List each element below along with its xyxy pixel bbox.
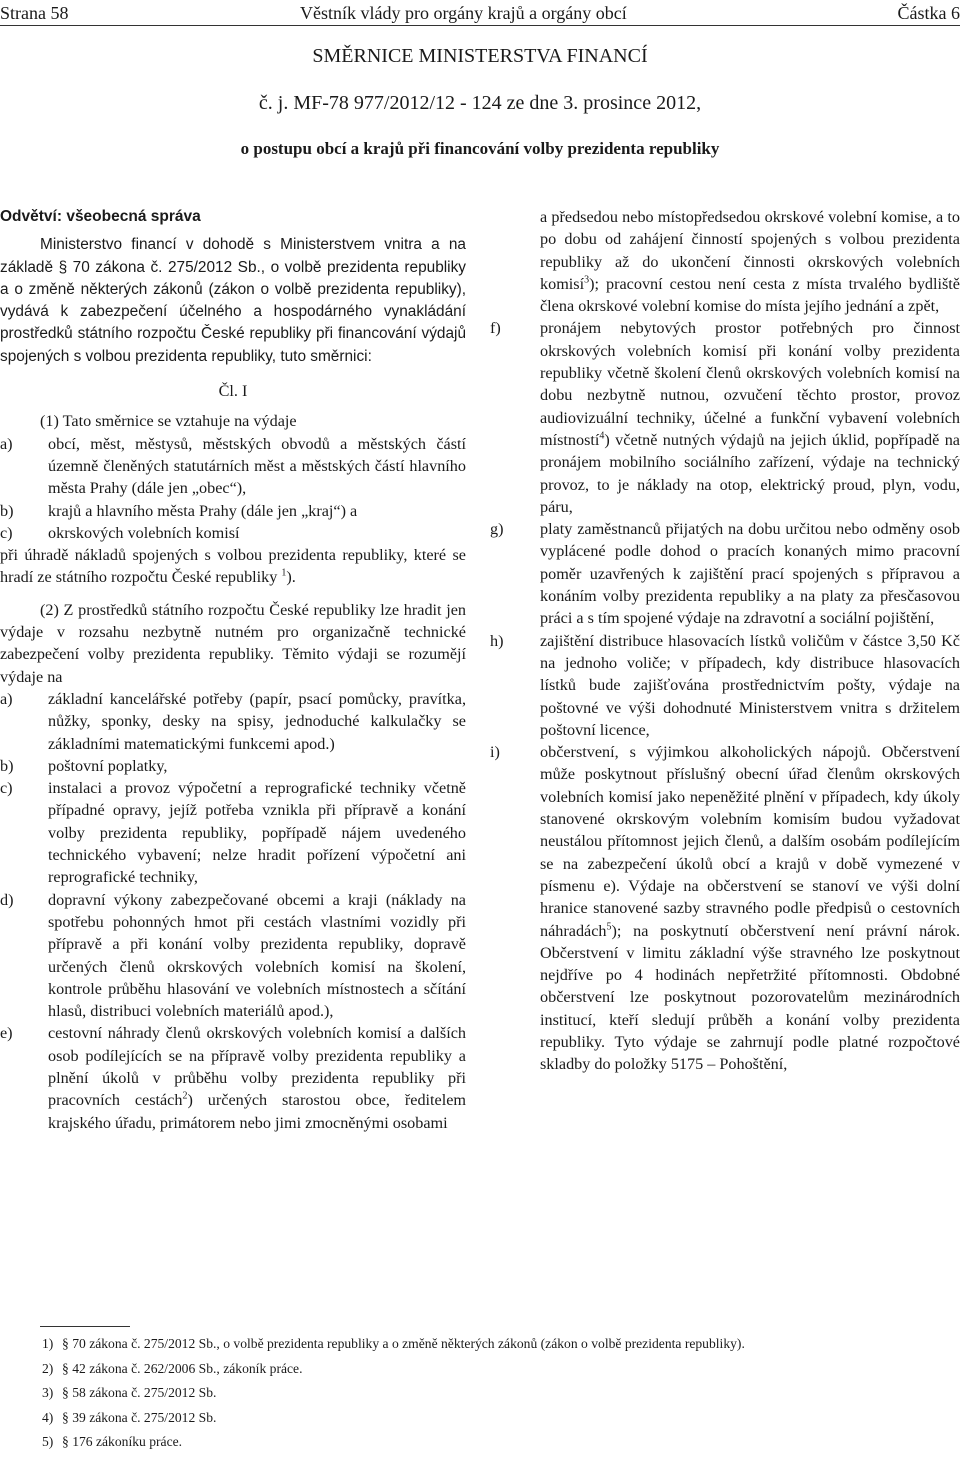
list-item-text-end: ); na poskytnutí občerstvení není právní nárok. Občerstvení v limitu základní výše stravného lze poskytnout nejdříve po 4 hodinách nepřetržité přítomnosti. Obdobné občerstvení lze poskytnout pozorovatelům mezinárodních institucí, kteří sledují průběh a konání volby prezidenta republiky. Tyto výdaje se zahrnují podle platné rozpočtové skladby do položky 5175 – Pohoštění,: [540, 922, 960, 1074]
journal-title: Věstník vlády pro orgány krajů a orgány obcí: [300, 3, 627, 24]
list-item-label: e): [0, 1022, 13, 1044]
list-item-text: zajištění distribuce hlasovacích lístků voličům v částce 3,50 Kč na jednoho voliče; v případech, kdy distribuce hlasovacích lístků bude zajišťována prostřednictvím pošty, výdaje na poštovné ve výši dohodnuté Ministerstvem vnitra s držitelem poštovní licence,: [540, 632, 960, 739]
footnote: [0, 1434, 960, 1459]
list-item-text: obcí, měst, městysů, městských obvodů a městských částí územně členěných statutárních měst a městských částí hlavního města Prahy (dále jen „obec“),: [48, 435, 466, 498]
footnote: [0, 1361, 960, 1386]
paragraph-1-tail-text: při úhradě nákladů spojených s volbou prezidenta republiky, které se hradí ze státního rozpočtu České republiky: [0, 546, 466, 586]
paragraph-1-tail: [0, 544, 466, 589]
list-item-label: g): [490, 518, 503, 540]
list-item-label: h): [490, 630, 503, 652]
list-item-label: b): [0, 755, 13, 777]
footnote-number: 4): [42, 1410, 53, 1426]
list-item-continuation: [490, 206, 960, 317]
footnote-divider: [40, 1326, 130, 1327]
footnote-text: § 70 zákona č. 275/2012 Sb., o volbě prezidenta republiky a o změně některých zákonů (zákon o volbě prezidenta republiky).: [62, 1336, 745, 1352]
list-item-label: a): [0, 688, 13, 710]
list-item-text-end: ) určených starostou obce, ředitelem krajského úřadu, primátorem nebo jimi zmocněnými osobami: [48, 1091, 466, 1131]
list-item-text: občerstvení, s výjimkou alkoholických nápojů. Občerstvení může poskytnout příslušný obecní úřad členům okrskových volebních komisí jako nepeněžité plnění v případech, kdy úkoly stanovené okrskovým volebním komisím budou vyžadovat neustálou přítomnost jejich členů, a dalším osobám podílejícím se na zabezpečení úkolů obcí a krajů v době vymezené v písmenu e). Výdaje na občerstvení se stanoví ve výši dolní hranice stanovené sazby stravného podle předpisů o cestovních náhradách: [540, 743, 960, 939]
footnote-ref: 2: [182, 1091, 187, 1102]
page-header: [0, 0, 960, 26]
list-item-text: krajů a hlavního města Prahy (dále jen „kraj“) a: [48, 502, 357, 520]
list-item-label: b): [0, 500, 13, 522]
footnote-ref: 4: [599, 431, 604, 442]
list-item: [0, 777, 466, 888]
footnote-number: 1): [42, 1336, 53, 1352]
footnote: [0, 1336, 960, 1361]
list-item-text: dopravní výkony zabezpečované obcemi a kraji (náklady na spotřebu pohonných hmot při cestách vlastními vozidly při přípravě a při konání volby prezidenta republiky, dopravě určených členů okrskových volebních komisí na školení, kontrole průběhu hlasování ve volebních místnostech a sčítání hlasů, distribuci volebních materiálů apod.),: [48, 891, 466, 1020]
footnote-text: § 58 zákona č. 275/2012 Sb.: [62, 1385, 216, 1401]
list-item: [0, 1022, 466, 1133]
document-reference: č. j. MF-78 977/2012/12 - 124 ze dne 3. prosince 2012,: [0, 92, 960, 115]
list-item: [0, 500, 466, 522]
footnote-text: § 176 zákoníku práce.: [62, 1434, 182, 1450]
list-item-label: d): [0, 889, 13, 911]
paragraph-2: (2) Z prostředků státního rozpočtu České republiky lze hradit jen výdaje v rozsahu nezbytně nutném pro organizačně technické zabezpečení volby prezidenta republiky. Těmito výdaji se rozumějí výdaje na: [0, 599, 466, 688]
right-column: [490, 206, 960, 1076]
list-item-text: základní kancelářské potřeby (papír, psací pomůcky, pravítka, nůžky, sponky, desky na spisy, jednoduché kalkulačky se základními matematickými funkcemi apod.): [48, 690, 466, 753]
footnote-number: 5): [42, 1434, 53, 1450]
footnote: [0, 1385, 960, 1410]
document-title: SMĚRNICE MINISTERSTVA FINANCÍ: [0, 45, 960, 68]
issue-number: Částka 6: [898, 3, 960, 24]
footnote-number: 2): [42, 1361, 53, 1377]
list-item-label: f): [490, 317, 501, 339]
article-heading: Čl. I: [0, 380, 466, 402]
list-item-text: poštovní poplatky,: [48, 757, 167, 775]
page-number: Strana 58: [0, 3, 68, 24]
list-item-text: instalaci a provoz výpočetní a reprografické techniky včetně případné opravy, jejíž potřeba vznikla při přípravě a konání volby prezidenta republiky, popřípadě nájem uvedeného technického vybavení; nelze hradit pořízení výpočetní ani reprografické techniky,: [48, 779, 466, 886]
list-item-text: okrskových volebních komisí: [48, 524, 240, 542]
list-item-label: c): [0, 522, 13, 544]
footnote-ref: 3: [584, 275, 589, 286]
footnote-ref: 1: [281, 568, 286, 579]
list-item: [0, 688, 466, 755]
list-item: [0, 522, 466, 544]
left-column: [0, 206, 466, 1134]
branch-label: Odvětví: všeobecná správa: [0, 206, 466, 228]
footnote-text: § 42 zákona č. 262/2006 Sb., zákoník práce.: [62, 1361, 302, 1377]
list-item: [490, 741, 960, 1075]
list-item: [0, 889, 466, 1023]
continuation-text: a předsedou nebo místopředsedou okrskové volební komise, a to po dobu od zahájení činností spojených s volbou prezidenta republiky až do ukončení činnosti okrskových volebních komisí: [540, 208, 960, 293]
list-item: [490, 518, 960, 629]
list-item: [0, 433, 466, 500]
footnote: [0, 1410, 960, 1435]
list-item-label: i): [490, 741, 500, 763]
intro-paragraph: Ministerstvo financí v dohodě s Ministerstvem vnitra a na základě § 70 zákona č. 275/2012 Sb., o volbě prezidenta republiky a o změně některých zákonů (zákon o volbě prezidenta republiky), vydává k zabezpečení účelného a hospodárného vynakládání prostředků státního rozpočtu České republiky při financování výdajů spojených s volbou prezidenta republiky, tuto směrnici:: [0, 234, 466, 368]
list-item-text: platy zaměstnanců přijatých na dobu určitou nebo odměny osob vyplácené podle dohod o pracích konaných mimo pracovní poměr uzavřených k zajištění prací spojených s přípravou a konáním volby prezidenta republiky a na platy za přesčasovou práci a s tím spojené výdaje na zdravotní a sociální pojištění,: [540, 520, 960, 627]
list-item: [490, 630, 960, 741]
paragraph-1-tail-end: ).: [286, 568, 295, 586]
list-item-text: cestovní náhrady členů okrskových volebních komisí a dalších osob podílejících se na přípravě volby prezidenta republiky a plnění úkolů v průběhu volby prezidenta republiky při pracovních cestách: [48, 1024, 466, 1109]
list-item-label: c): [0, 777, 13, 799]
list-item-text: pronájem nebytových prostor potřebných pro činnost okrskových volebních komisí při konání volby prezidenta republiky včetně školení členů okrskových volebních komisí na dobu nezbytně nutnou, ozvučení těchto prostor, provoz audiovizuální techniky, účelné a funkční vybavení volebních místností: [540, 319, 960, 448]
list-item-label: a): [0, 433, 13, 455]
footnote-number: 3): [42, 1385, 53, 1401]
footnote-text: § 39 zákona č. 275/2012 Sb.: [62, 1410, 216, 1426]
document-subject: o postupu obcí a krajů při financování volby prezidenta republiky: [0, 139, 960, 159]
footnote-ref: 5: [607, 921, 612, 932]
list-item-text-end: ) včetně nutných výdajů na jejich úklid, popřípadě na pronájem mobilního sociálního zařízení, výdaje na technický provoz, to je náklady na otop, elektrický proud, plyn, vodu, páru,: [540, 431, 960, 516]
continuation-text-end: ); pracovní cestou není cesta z místa trvalého bydliště člena okrskové volební komise do místa jejího jednání a zpět,: [540, 275, 960, 315]
header-divider: [0, 25, 960, 26]
footnotes: [0, 1336, 960, 1459]
list-item: [0, 755, 466, 777]
paragraph-1: (1) Tato směrnice se vztahuje na výdaje: [0, 410, 466, 432]
list-item: [490, 317, 960, 518]
